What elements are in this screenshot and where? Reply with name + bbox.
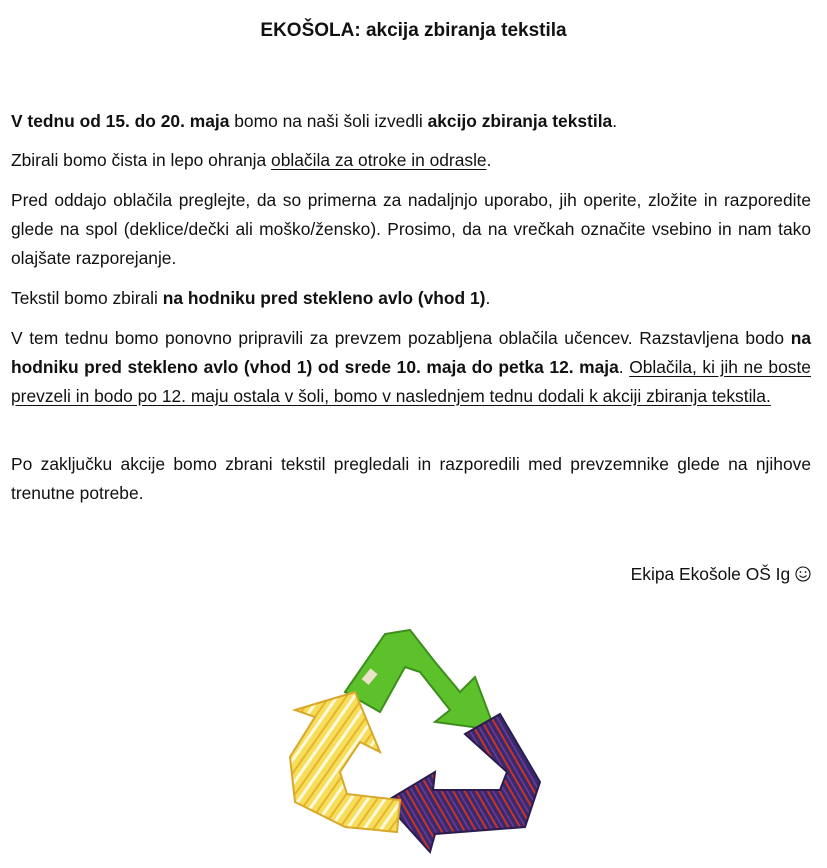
paragraph-dates — [11, 107, 811, 136]
text-span: . — [486, 150, 492, 170]
text-span: . — [612, 111, 618, 131]
paragraph-clothes — [11, 146, 811, 175]
text-span: Pred oddajo oblačila preglejte, da so primerna za nadaljnjo uporabo, jih operite, zložite in razporedite glede na spol (deklice/dečki ali moško/žensko). Prosimo, da na vrečkah označite vsebino in nam tako olajšate razporejanje. — [11, 190, 811, 268]
signature — [631, 560, 811, 589]
bold-exhibit: na hodniku pred stekleno avlo (vhod 1) od srede 10. maja do petka 12. maja — [11, 328, 811, 377]
paragraph-instructions — [11, 186, 811, 273]
paragraph-lost-clothes — [11, 324, 811, 411]
text-span: Tekstil bomo zbirali — [11, 288, 163, 308]
bold-location: na hodniku pred stekleno avlo (vhod 1) — [162, 288, 486, 308]
underlined-clothes: oblačila za otroke in odrasle — [271, 150, 487, 170]
document-title: EKOŠOLA: akcija zbiranja tekstila — [260, 20, 567, 41]
bold-action: akcijo zbiranja tekstila — [427, 111, 613, 131]
text-span: . — [485, 288, 491, 308]
underlined-note: Oblačila, ki jih ne boste prevzeli in bodo po 12. maju ostala v šoli, bomo v naslednjem tednu dodali k akciji zbiranja tekstila. — [11, 357, 811, 406]
smiley-icon — [795, 566, 811, 582]
text-span: . — [618, 357, 630, 377]
text-span: V tem tednu bomo ponovno pripravili za prevzem pozabljena oblačila učencev. Razstavljena bodo — [11, 328, 791, 348]
paragraph-conclusion — [11, 450, 811, 508]
bold-dates: V tednu od 15. do 20. maja — [11, 111, 230, 131]
text-span: bomo na naši šoli izvedli — [229, 111, 428, 131]
signature-text: Ekipa Ekošole OŠ Ig — [630, 564, 791, 584]
recycle-textile-icon — [285, 622, 550, 862]
text-span: Po zaključku akcije bomo zbrani tekstil pregledali in razporedili med prevzemnike glede na njihove trenutne potrebe. — [11, 454, 811, 503]
paragraph-location — [11, 284, 811, 313]
text-span: Zbirali bomo čista in lepo ohranja — [11, 150, 272, 170]
